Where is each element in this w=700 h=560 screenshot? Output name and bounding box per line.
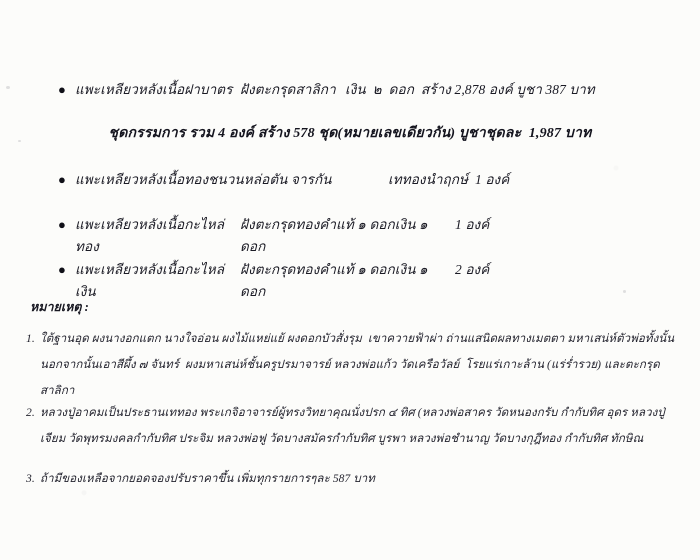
note-text: ใต้ฐานอุด ผงนางอกแตก นางใจอ่อน ผงไม้แหย่แย้ ผงดอกบัวสั่งรุม เขาควายฟ้าผ่า ถ่านแสนิดผลทางเมตตา มหาเสน่ห์ตัวพ่อทั้งนั้น นอกจากนั้นเอาสีผึ้ง ๗ จันทร์ ผงมหาเสน่ห์ชั้นครูปรมาจารย์ หลวงพ่อแก้ว วัดเครือวัลย์ โรยแร่เกาะล้าน (แร่ร่ำรวย) และตะกรุดสาลิกา — [40, 333, 678, 397]
scan-speckle — [6, 86, 10, 89]
note-item — [26, 400, 686, 452]
scan-speckle — [18, 140, 21, 142]
notes-section-header: หมายเหตุ : — [30, 300, 89, 314]
bullet-icon: ● — [58, 262, 66, 277]
note-item — [26, 326, 686, 404]
item-price-info: เงิน ๒ ดอก สร้าง 2,878 องค์ บูชา 387 บาท — [345, 82, 595, 97]
bullet-icon: ● — [58, 82, 66, 97]
item-name: แพะเหลียวหลังเนื้อกะไหล่เงิน — [75, 262, 225, 299]
amulet-item-row — [0, 258, 700, 302]
item-detail: ฝังตะกรุดทองคำแท้ ๑ ดอกเงิน ๑ ดอก — [240, 262, 432, 299]
note-number: 1. — [26, 333, 35, 345]
item-quantity: 2 องค์ — [455, 262, 490, 277]
bullet-icon: ● — [58, 172, 66, 187]
amulet-item-row — [0, 213, 700, 257]
amulet-item-row — [0, 168, 700, 190]
item-detail: ฝังตะกรุดทองคำแท้ ๑ ดอกเงิน ๑ ดอก — [240, 217, 432, 254]
item-quantity: 1 องค์ — [455, 217, 490, 232]
note-number: 3. — [26, 473, 35, 485]
note-item — [26, 466, 686, 492]
amulet-item-row — [0, 78, 700, 100]
bullet-icon: ● — [58, 217, 66, 232]
note-text: หลวงปู่อาคมเป็นประธานเททอง พระเกจิอาจารย์ผู้ทรงวิทยาคุณนั่งปรก ๔ ทิศ (หลวงพ่อสาคร วัดหนองกรับ กำกับทิศ อุดร หลวงปู่เจียม วัดพุทรมงคลกำกับทิศ ประจิม หลวงพ่อฟู วัดบางสมัครกำกับทิศ บูรพา หลวงพ่อชำนาญ วัดบางกุฎีทอง กำกับทิศ ทักษิณ — [40, 407, 665, 445]
note-number: 2. — [26, 407, 35, 419]
scan-speckle — [623, 290, 626, 293]
item-name: แพะเหลียวหลังเนื้อทองชนวนหล่อตัน จารกัน — [75, 172, 332, 187]
item-name: แพะเหลียวหลังเนื้อกะไหล่ทอง — [75, 217, 225, 254]
item-quantity: เททองนำฤกษ์ 1 องค์ — [388, 172, 510, 187]
committee-set-line: ชุดกรรมการ รวม 4 องค์ สร้าง 578 ชุด(หมายเลขเดียวกัน) บูชาชุดละ 1,987 บาท — [108, 126, 592, 141]
item-name: แพะเหลียวหลังเนื้อฝาบาตร — [75, 82, 233, 97]
note-text: ถ้ามีของเหลือจากยอดจองปรับราคาขึ้น เพิ่มทุกรายการๆละ 587 บาท — [40, 473, 375, 485]
item-detail: ฝังตะกรุดสาลิกา — [240, 82, 336, 97]
